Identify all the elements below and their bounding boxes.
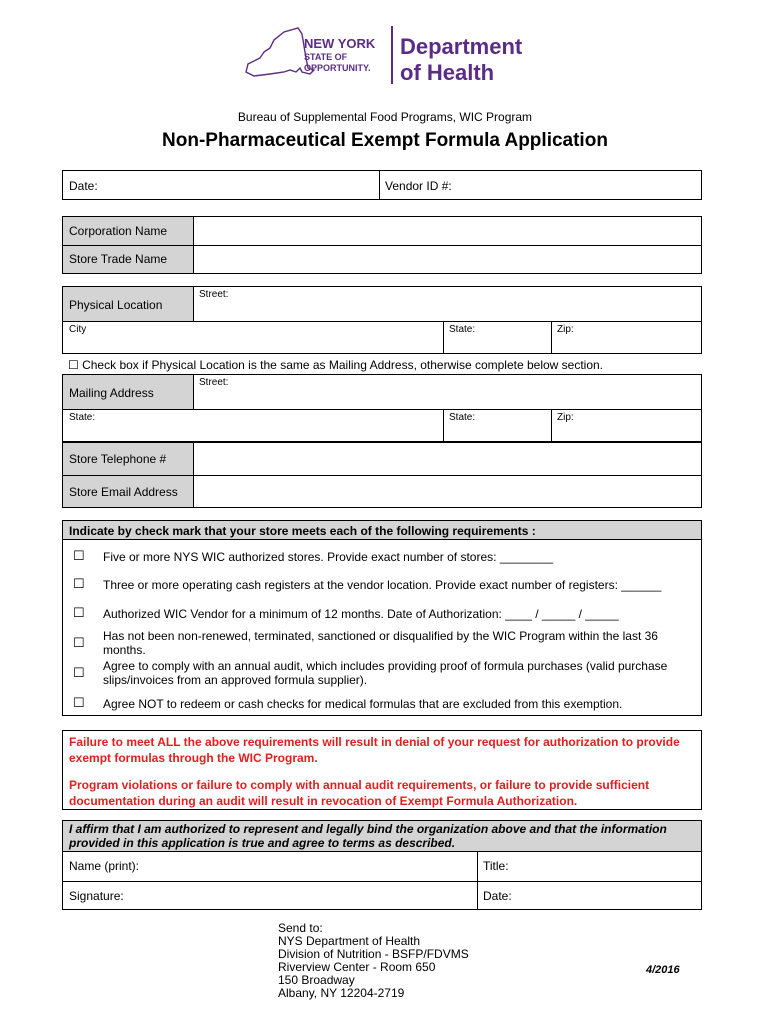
failure-warning: Failure to meet ALL the above requirements will result in denial of your request for authorization to provide exempt formulas through the WIC Program. bbox=[69, 735, 680, 765]
logo-divider bbox=[391, 26, 393, 84]
physical-street-label: Street: bbox=[199, 289, 229, 300]
state-name: NEW YORK bbox=[304, 36, 376, 51]
requirement-3-checkbox[interactable]: ☐ bbox=[73, 605, 85, 620]
requirement-6-text: Agree NOT to redeem or cash checks for medical formulas that are excluded from this exemption. bbox=[103, 697, 623, 711]
date-vendor-row bbox=[62, 170, 702, 200]
bureau-subtitle: Bureau of Supplemental Food Programs, WIC Program bbox=[237, 110, 533, 124]
requirement-1-checkbox[interactable]: ☐ bbox=[73, 548, 85, 563]
requirement-4-text: Has not been non-renewed, terminated, sanctioned or disqualified by the WIC Program within the last 36 months. bbox=[103, 629, 658, 657]
physical-state-label: State: bbox=[449, 324, 476, 335]
physical-zip-label: Zip: bbox=[557, 324, 574, 335]
signature-label: Signature: bbox=[69, 889, 124, 903]
requirement-3-text: Authorized WIC Vendor for a minimum of 12 months. Date of Authorization: ____ / _____ / _____ bbox=[103, 607, 619, 621]
title-label: Title: bbox=[483, 859, 509, 873]
store-trade-name-label: Store Trade Name bbox=[69, 252, 168, 266]
state-tagline-2: OPPORTUNITY. bbox=[304, 63, 371, 73]
physical-location-label: Physical Location bbox=[69, 298, 163, 312]
date-field-label: Date: bbox=[69, 179, 98, 193]
corporation-name-label: Corporation Name bbox=[69, 224, 168, 238]
vendor-id-label: Vendor ID #: bbox=[385, 179, 452, 193]
send-to-address bbox=[278, 922, 469, 1000]
send-to-line: NYS Department of Health bbox=[278, 934, 421, 948]
send-to-line: 150 Broadway bbox=[278, 973, 355, 987]
affirmation-section bbox=[62, 820, 702, 910]
physical-city-label: City bbox=[69, 324, 87, 335]
signature-date-label: Date: bbox=[483, 889, 512, 903]
requirement-4-checkbox[interactable]: ☐ bbox=[73, 635, 85, 650]
mailing-address-section bbox=[62, 374, 702, 442]
mailing-city-label: State: bbox=[69, 412, 96, 423]
form-revision-date: 4/2016 bbox=[646, 964, 680, 976]
requirement-2-text: Three or more operating cash registers at the vendor location. Provide exact number of registers: ______ bbox=[103, 578, 662, 592]
mailing-address-label: Mailing Address bbox=[69, 386, 154, 400]
send-to-line: Send to: bbox=[278, 921, 323, 935]
nys-doh-logo bbox=[240, 22, 540, 88]
department-name-line1: Department bbox=[400, 34, 523, 59]
physical-location-section bbox=[62, 286, 702, 354]
requirement-5-checkbox[interactable]: ☐ bbox=[73, 665, 85, 680]
send-to-line: Albany, NY 12204-2719 bbox=[278, 986, 405, 1000]
name-print-label: Name (print): bbox=[69, 859, 140, 873]
mailing-zip-label: Zip: bbox=[557, 412, 574, 423]
requirement-6-checkbox[interactable]: ☐ bbox=[73, 695, 85, 710]
requirement-1-text: Five or more NYS WIC authorized stores. Provide exact number of stores: ________ bbox=[103, 550, 554, 564]
mailing-street-label: Street: bbox=[199, 377, 229, 388]
department-name-line2: of Health bbox=[400, 60, 495, 85]
requirements-header: Indicate by check mark that your store meets each of the following requirements : bbox=[69, 524, 536, 538]
affirmation-text: I affirm that I am authorized to represent and legally bind the organization above and that the information provided in this application is true and agree to terms as described. bbox=[69, 822, 667, 850]
contact-section bbox=[62, 442, 702, 508]
send-to-line: Riverview Center - Room 650 bbox=[278, 960, 436, 974]
store-telephone-label: Store Telephone # bbox=[69, 452, 167, 466]
requirements-section bbox=[62, 520, 702, 716]
mailing-state-label: State: bbox=[449, 412, 476, 423]
store-email-label: Store Email Address bbox=[69, 485, 178, 499]
requirement-5-text: Agree to comply with an annual audit, which includes providing proof of formula purchases (valid purchase slips/invoices from an approved formula supplier). bbox=[103, 659, 668, 687]
corporation-name-input[interactable] bbox=[195, 217, 700, 244]
page-title: Non-Pharmaceutical Exempt Formula Application bbox=[162, 130, 608, 151]
store-trade-name-input[interactable] bbox=[195, 246, 700, 273]
requirement-2-checkbox[interactable]: ☐ bbox=[73, 576, 85, 591]
same-address-checkbox[interactable]: ☐ Check box if Physical Location is the same as Mailing Address, otherwise complete below section. bbox=[68, 358, 604, 372]
send-to-line: Division of Nutrition - BSFP/FDVMS bbox=[278, 947, 469, 961]
state-tagline-1: STATE OF bbox=[304, 52, 348, 62]
violation-warning: Program violations or failure to comply with annual audit requirements, or failure to provide sufficient documentation during an audit will result in revocation of Exempt Formula Authorization. bbox=[69, 778, 650, 808]
store-name-section bbox=[62, 216, 702, 274]
warnings-section bbox=[62, 730, 702, 810]
